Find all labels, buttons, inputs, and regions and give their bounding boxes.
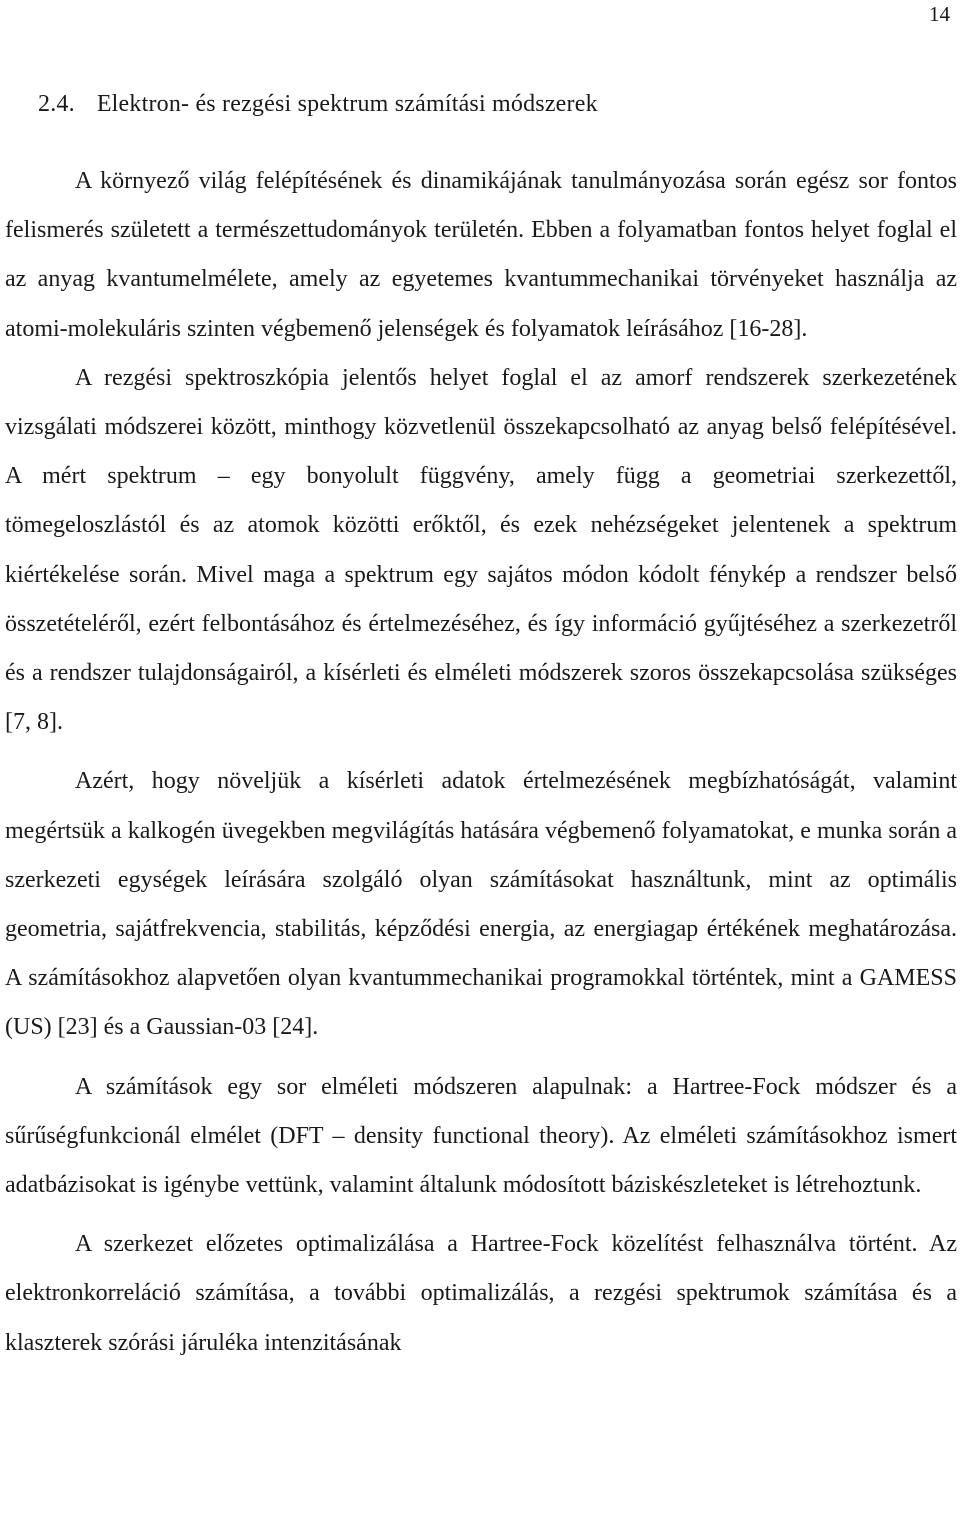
paragraph-optimization: A szerkezet előzetes optimalizálása a Hartree-Fock közelítést felhasználva történt. Az elektronkorreláció számítása, a további optimalizálás, a rezgési spektrumok számítása és a klaszterek szórási járuléka intenzitásának xyxy=(5,1231,957,1356)
paragraph-vibrational-spectroscopy: A rezgési spektroszkópia jelentős helyet foglal el az amorf rendszerek szerkezetének vizsgálati módszerei között, minthogy közvetlenül összekapcsolható az anyag belső felépítésével. A mért spektrum – egy bonyolult függvény, amely függ a geometriai szerkezettől, tömegeloszlástól és az atomok közötti erőktől, és ezek nehézségeket jelentenek a spektrum kiértékelése során. Mivel maga a spektrum egy sajátos módon kódolt fénykép a rendszer belső összetételéről, ezért felbontásához és értelmezéséhez, és így információ gyűjtéséhez a szerkezetről és a rendszer tulajdonságairól, a kísérleti és elméleti módszerek szoros összekapcsolása szükséges [7, 8]. xyxy=(5,364,957,736)
section-number: 2.4. xyxy=(38,91,75,117)
paragraph-methods: A számítások egy sor elméleti módszeren alapulnak: a Hartree-Fock módszer és a sűrűségfunkcionál elmélet (DFT – density functional theory). Az elméleti számításokhoz ismert adatbázisokat is igénybe vettünk, valamint általunk módosított báziskészleteket is létrehoztunk. xyxy=(5,1073,957,1199)
paragraph-calculations: Azért, hogy növeljük a kísérleti adatok értelmezésének megbízhatóságát, valamint megértsük a kalkogén üvegekben megvilágítás hatására végbemenő folyamatokat, e munka során a szerkezeti egységek leírására szolgáló olyan számításokat használtunk, mint az optimális geometria, sajátfrekvencia, stabilitás, képződési energia, az energiagap értékének meghatározása. A számításokhoz alapvetően olyan kvantummechanikai programokkal történtek, mint a GAMESS (US) [23] és a Gaussian-03 [24]. xyxy=(5,768,957,1041)
section-title: Elektron- és rezgési spektrum számítási módszerek xyxy=(96,91,598,117)
body-text xyxy=(5,157,957,1368)
section-heading xyxy=(38,92,598,116)
page-number: 14 xyxy=(929,2,950,26)
paragraph-quantum-theory: A környező világ felépítésének és dinamikájának tanulmányozása során egész sor fontos felismerés született a természettudományok területén. Ebben a folyamatban fontos helyet foglal el az anyag kvantumelmélete, amely az egyetemes kvantummechanikai törvényeket használja az atomi-molekuláris szinten végbemenő jelenségek és folyamatok leírásához [16-28]. xyxy=(5,168,957,342)
